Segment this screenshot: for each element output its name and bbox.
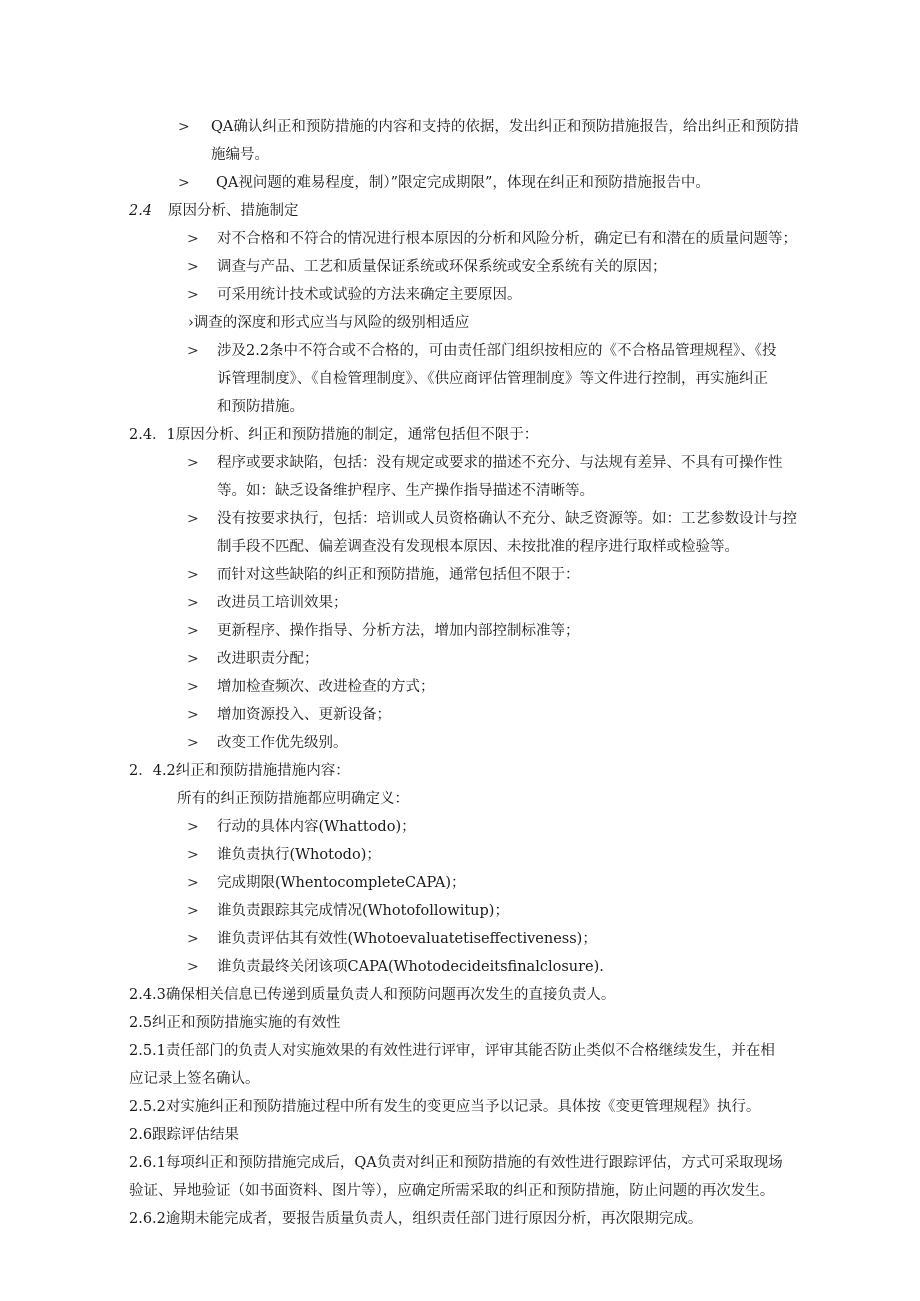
qa-deadline-bullet: QA视问题的难易程度，制）”限定完成期限”，体现在纠正和预防措施报告中。 bbox=[216, 175, 710, 191]
section-2-6-heading: 2.6跟踪评估结果 bbox=[129, 1127, 240, 1143]
capa-definition-intro: 所有的纠正预防措施都应明确定义： bbox=[177, 791, 409, 807]
list-item: 改进员工培训效果； bbox=[217, 595, 348, 611]
depth-bullet: ›调查的深度和形式应当与风险的级别相适应 bbox=[188, 315, 470, 331]
section-2-4-heading: 原因分析、措施制定 bbox=[168, 203, 299, 219]
section-2-4-number: 2.4 bbox=[129, 203, 153, 219]
list-item: 更新程序、操作指导、分析方法，增加内部控制标准等； bbox=[217, 623, 580, 639]
what-to-do-item: 行动的具体内容(Whattodo)； bbox=[217, 819, 416, 835]
bullet-icon: > bbox=[187, 875, 199, 891]
section-2-6-2-paragraph: 2.6.2逾期未能完成者，要报告质量负责人，组织责任部门进行原因分析，再次限期完成。 bbox=[129, 1211, 703, 1227]
investigate-bullet: 调查与产品、工艺和质量保证系统或环保系统或安全系统有关的原因； bbox=[217, 259, 667, 275]
not-executed-bullet-cont: 制手段不匹配、偏差调查没有发现根本原因、未按批准的程序进行取样或检验等。 bbox=[217, 539, 739, 555]
section-2-5-2-paragraph: 2.5.2对实施纠正和预防措施过程中所有发生的变更应当予以记录。具体按《变更管理规程》执行。 bbox=[129, 1099, 761, 1115]
nonconformity-bullet-cont: 诉管理制度》、《自检管理制度》、《供应商评估管理制度》等文件进行控制，再实施纠正 bbox=[217, 371, 768, 387]
who-to-do-item: 谁负责执行(Whotodo)； bbox=[217, 847, 381, 863]
section-2-4-2-heading: 2．4.2纠正和预防措施措施内容： bbox=[129, 763, 350, 779]
section-2-6-1-paragraph: 2.6.1每项纠正和预防措施完成后，QA负责对纠正和预防措施的有效性进行跟踪评估，方式可采取现场 bbox=[129, 1155, 783, 1171]
bullet-icon: > bbox=[187, 287, 199, 303]
bullet-icon: > bbox=[178, 119, 190, 135]
who-to-follow-up-item: 谁负责跟踪其完成情况(Whotofollowitup)； bbox=[217, 903, 509, 919]
section-2-5-1-paragraph-cont: 应记录上签名确认。 bbox=[129, 1071, 260, 1087]
nonconformity-bullet-cont: 和预防措施。 bbox=[217, 399, 304, 415]
bullet-icon: > bbox=[187, 819, 199, 835]
list-item: 改进职责分配； bbox=[217, 651, 319, 667]
qa-confirm-bullet-cont: 施编号。 bbox=[211, 147, 269, 163]
bullet-icon: > bbox=[187, 567, 199, 583]
section-2-6-1-paragraph-cont: 验证、异地验证（如书面资料、图片等），应确定所需采取的纠正和预防措施，防止问题的再次发生。 bbox=[129, 1183, 775, 1199]
section-2-5-1-paragraph: 2.5.1责任部门的负责人对实施效果的有效性进行评审，评审其能否防止类似不合格继续发生，并在相 bbox=[129, 1043, 775, 1059]
bullet-icon: > bbox=[187, 707, 199, 723]
bullet-icon: > bbox=[187, 259, 199, 275]
bullet-icon: > bbox=[187, 847, 199, 863]
bullet-icon: > bbox=[187, 623, 199, 639]
bullet-icon: > bbox=[187, 903, 199, 919]
bullet-icon: > bbox=[187, 959, 199, 975]
not-executed-bullet: 没有按要求执行，包括：培训或人员资格确认不充分、缺乏资源等。如：工艺参数设计与控 bbox=[217, 511, 797, 527]
bullet-icon: > bbox=[187, 511, 199, 527]
bullet-icon: > bbox=[178, 175, 190, 191]
bullet-icon: > bbox=[187, 651, 199, 667]
list-item: 增加资源投入、更新设备； bbox=[217, 707, 391, 723]
bullet-icon: > bbox=[187, 679, 199, 695]
bullet-icon: > bbox=[187, 231, 199, 247]
section-2-5-heading: 2.5纠正和预防措施实施的有效性 bbox=[129, 1015, 341, 1031]
bullet-icon: > bbox=[187, 595, 199, 611]
list-item: 改变工作优先级别。 bbox=[217, 735, 348, 751]
bullet-icon: > bbox=[187, 735, 199, 751]
procedure-defect-bullet: 程序或要求缺陷，包括：没有规定或要求的描述不充分、与法规有差异、不具有可操作性 bbox=[217, 455, 783, 471]
nonconformity-bullet: 涉及2.2条中不符合或不合格的，可由责任部门组织按相应的《不合格品管理规程》、《投 bbox=[217, 343, 777, 359]
who-to-evaluate-item: 谁负责评估其有效性(Whotoevaluatetiseffectiveness)； bbox=[217, 931, 597, 947]
root-cause-bullet: 对不合格和不符合的情况进行根本原因的分析和风险分析，确定已有和潜在的质量问题等； bbox=[217, 231, 797, 247]
list-item: 增加检查频次、改进检查的方式； bbox=[217, 679, 435, 695]
bullet-icon: > bbox=[187, 931, 199, 947]
section-2-4-3-paragraph: 2.4.3确保相关信息已传递到质量负责人和预防问题再次发生的直接负责人。 bbox=[129, 987, 616, 1003]
statistics-bullet: 可采用统计技术或试验的方法来确定主要原因。 bbox=[217, 287, 522, 303]
procedure-defect-bullet-cont: 等。如：缺乏设备维护程序、生产操作指导描述不清晰等。 bbox=[217, 483, 594, 499]
who-to-close-item: 谁负责最终关闭该项CAPA(Whotodecideitsfinalclosure). bbox=[217, 959, 604, 975]
section-2-4-1-heading: 2.4．1原因分析、纠正和预防措施的制定，通常包括但不限于： bbox=[129, 427, 539, 443]
qa-confirm-bullet: QA确认纠正和预防措施的内容和支持的依据，发出纠正和预防措施报告，给出纠正和预防措 bbox=[211, 119, 799, 135]
when-to-complete-item: 完成期限(WhentocompleteCAPA)； bbox=[217, 875, 466, 891]
bullet-icon: > bbox=[187, 455, 199, 471]
capa-for-defects-bullet: 而针对这些缺陷的纠正和预防措施，通常包括但不限于： bbox=[217, 567, 580, 583]
bullet-icon: > bbox=[187, 343, 199, 359]
